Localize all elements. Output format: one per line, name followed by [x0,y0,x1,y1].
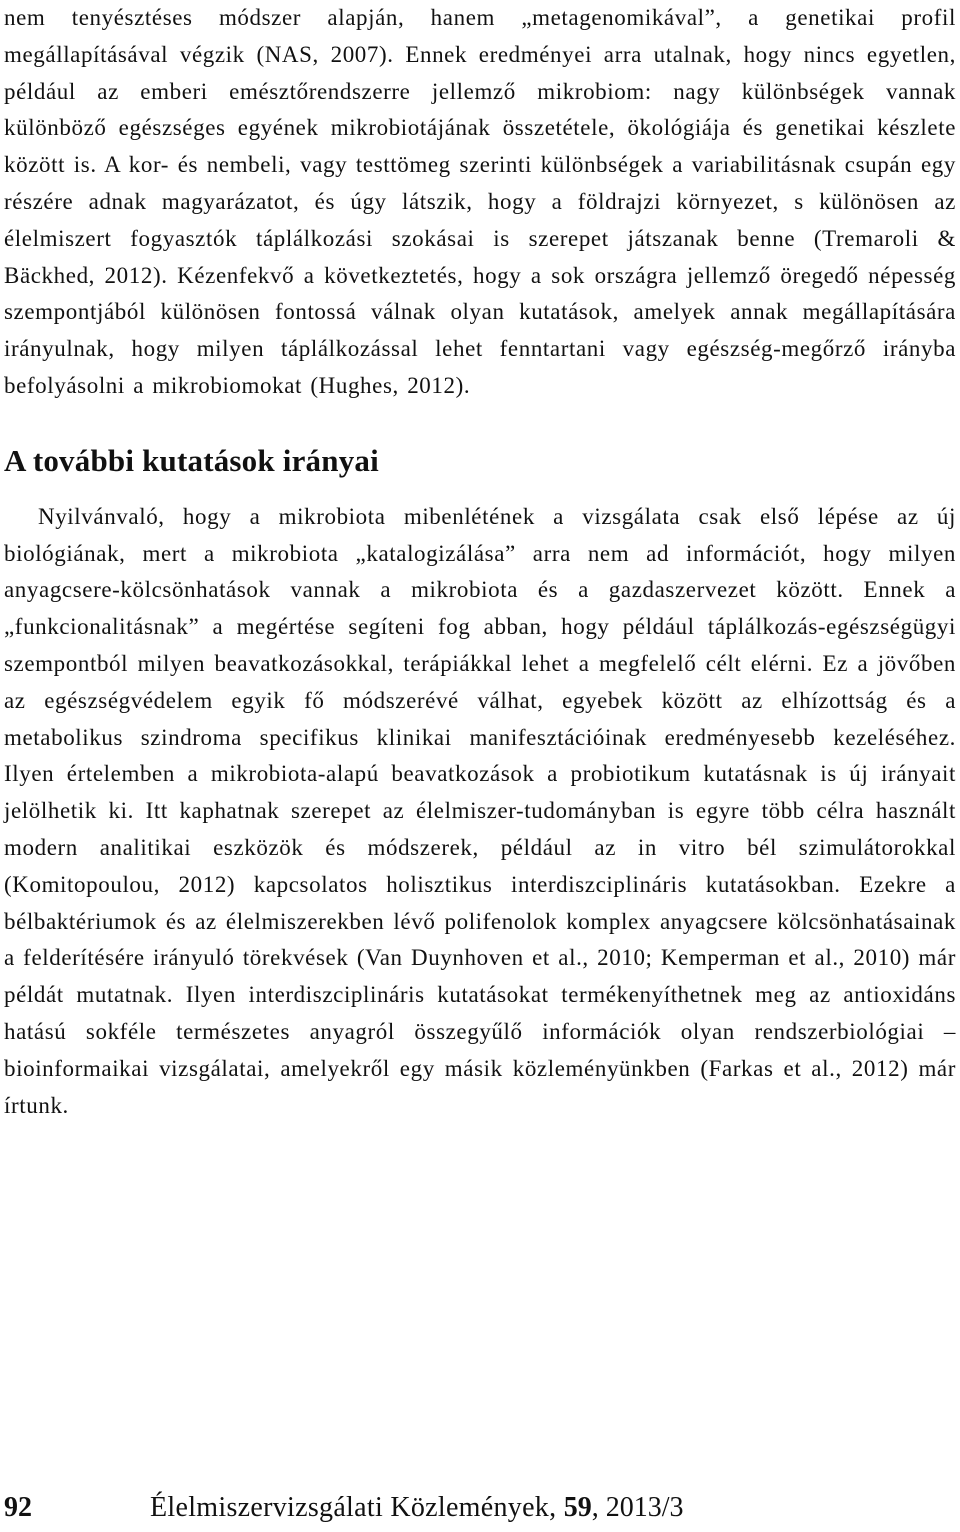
section-heading: A további kutatások irányai [4,442,379,478]
journal-title: Élelmiszervizsgálati Közlemények, [150,1492,564,1523]
page-footer [4,1490,956,1526]
journal-issue: , 2013/3 [591,1492,684,1523]
body-paragraph-1: nem tenyésztéses módszer alapján, hanem „metagenomikával”, a genetikai profil megállapításával végzik (NAS, 2007). Ennek eredményei arra utalnak, hogy nincs egyetlen, például az emberi emésztőrendszerre jellemző mikrobiom: nagy különbségek vannak különböző egészséges egyének mikrobiotájának összetétele, ökológiája és genetikai készlete között is. A kor- és nembeli, vagy testtömeg szerinti különbségek a variabilitásnak csupán egy részére adnak magyarázatot, és úgy látszik, hogy a földrajzi környezet, s különösen az élelmiszert fogyasztók táplálkozási szokásai is szerepet játszanak benne (Tremaroli & Bäckhed, 2012). Kézenfekvő a következtetés, hogy a sok országra jellemző öregedő népesség szempontjából különösen fontossá válnak olyan kutatások, amelyek annak megállapítására irányulnak, hogy milyen táplálkozással lehet fenntartani vagy egészség-megőrző irányba befolyásolni a mikrobiomokat (Hughes, 2012). [4,5,956,398]
page-number: 92 [4,1492,32,1523]
page-content [4,0,956,1124]
body-paragraph-2: Nyilvánvaló, hogy a mikrobiota mibenlétének a vizsgálata csak első lépése az új biológiának, mert a mikrobiota „katalogizálása” arra nem ad információt, hogy milyen anyagcsere-kölcsönhatások vannak a mikrobiota és a gazdaszervezet között. Ennek a „funkcionalitásnak” a megértése segíteni fog abban, hogy például táplálkozás-egészségügyi szempontból milyen beavatkozásokkal, terápiákkal lehet a megfelelő célt elérni. Ez a jövőben az egészségvédelem egyik fő módszerévé válhat, egyebek között az elhízottság és a metabolikus szindroma specifikus klinikai manifesztációinak eredményesebb kezeléséhez. Ilyen értelemben a mikrobiota-alapú beavatkozások a probiotikum kutatásnak is új irányait jelölhetik ki. Itt kaphatnak szerepet az élelmiszer-tudományban is egyre több célra használt modern analitikai eszközök és módszerek, például az in vitro bél szimulátorokkal (Komitopoulou, 2012) kapcsolatos holisztikus interdiszciplináris kutatásokban. Ezekre a bélbaktériumok és az élelmiszerekben lévő polifenolok komplex anyagcsere kölcsönhatásainak a felderítésére irányuló törekvések (Van Duynhoven et al., 2010; Kemperman et al., 2010) már példát mutatnak. Ilyen interdiszciplináris kutatásokat termékenyíthetnek meg az antioxidáns hatású sokféle természetes anyagról összegyűlő információk olyan rendszerbiológiai – bioinformaikai vizsgálatai, amelyekről egy másik közleményünkben (Farkas et al., 2012) már írtunk. [4,503,956,1118]
journal-volume: 59 [563,1492,592,1523]
